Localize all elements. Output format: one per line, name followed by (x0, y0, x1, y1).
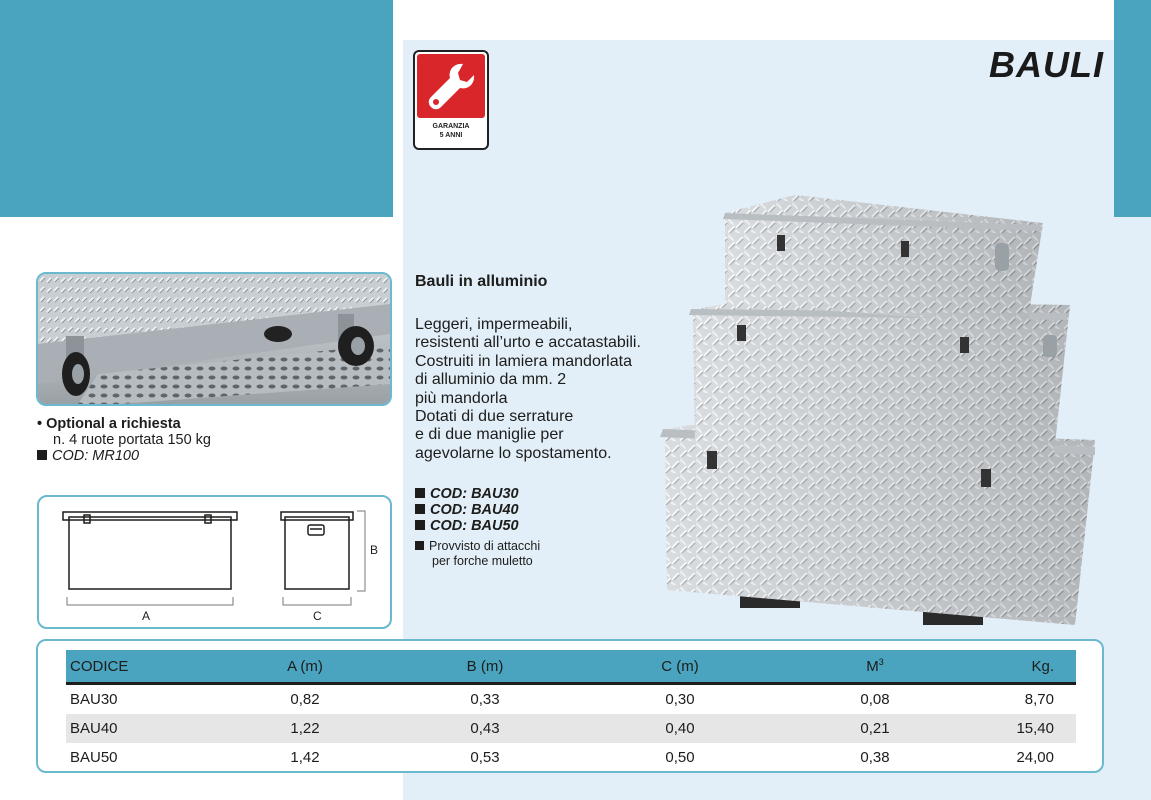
description-line: Dotati di due serrature (415, 408, 574, 426)
optional-detail: n. 4 ruote portata 150 kg (53, 432, 211, 448)
column-header-sup: 3 (878, 657, 884, 667)
section-heading: Bauli in alluminio (415, 273, 548, 290)
column-header-volume: M (866, 658, 879, 675)
column-header: CODICE (66, 650, 220, 684)
table-cell: BAU40 (66, 714, 220, 743)
badge-background (417, 54, 485, 118)
optional-heading: • Optional a richiesta (37, 416, 181, 432)
product-photo (655, 185, 1110, 630)
table-cell: 15,40 (970, 714, 1076, 743)
spec-table-frame (36, 639, 1104, 773)
table-row (66, 743, 1076, 772)
wrench-icon (417, 54, 485, 118)
description-line: Leggeri, impermeabili, (415, 316, 573, 333)
wheels-photo (36, 272, 392, 406)
table-cell: 0,82 (290, 691, 320, 708)
column-header: C (m) (580, 650, 780, 684)
description-line: Costruiti in lamiera mandorlata (415, 352, 632, 370)
table-cell: 0,21 (780, 714, 970, 743)
table-cell: 0,53 (470, 749, 500, 766)
table-cell: 1,22 (220, 714, 390, 743)
dimension-label-a: A (142, 609, 151, 623)
table-cell: 0,43 (390, 714, 580, 743)
table-row (66, 684, 1076, 715)
teal-header-block (0, 0, 393, 217)
dimension-label-b: B (370, 543, 379, 557)
table-cell: 0,38 (860, 749, 890, 766)
description-line: di alluminio da mm. 2 (415, 371, 567, 389)
description-line: e di due maniglie per (415, 426, 564, 444)
spec-table (66, 650, 1076, 772)
badge-line-1: GARANZIA (432, 123, 470, 130)
optional-code: COD: MR100 (52, 448, 140, 464)
column-header: Kg. (970, 650, 1076, 684)
note-line-1: Provvisto di attacchi (429, 539, 541, 553)
trunk-bau40 (689, 300, 1070, 463)
table-cell: BAU50 (70, 749, 118, 766)
dimension-diagram (37, 495, 392, 629)
product-code: COD: BAU40 (430, 502, 519, 518)
table-cell: 0,33 (470, 691, 500, 708)
bullet-square-icon (415, 488, 425, 498)
dimension-label-c: C (313, 609, 322, 623)
warranty-badge (413, 50, 489, 150)
badge-text (415, 122, 487, 140)
column-header (780, 650, 970, 684)
table-cell: 0,08 (860, 691, 890, 708)
table-cell: BAU30 (70, 691, 118, 708)
forklift-note (415, 539, 615, 569)
column-header: B (m) (390, 650, 580, 684)
description-line: più mandorla (415, 389, 508, 407)
product-code: COD: BAU30 (430, 486, 519, 502)
page-title: BAULI (989, 44, 1104, 85)
table-cell: 0,50 (665, 749, 695, 766)
table-cell: 1,42 (290, 749, 320, 766)
teal-side-block (1114, 0, 1151, 217)
side-strip (1114, 217, 1151, 800)
description-line: agevolarne lo spostamento. (415, 444, 612, 462)
description-line: resistenti all’urto e accatastabili. (415, 334, 641, 352)
optional-accessory (37, 416, 377, 464)
table-header-row (66, 650, 1076, 684)
table-cell: 0,30 (665, 691, 695, 708)
bullet-square-icon (415, 541, 424, 550)
table-cell: 8,70 (1024, 691, 1054, 708)
column-header: A (m) (220, 650, 390, 684)
trunk-bau30 (723, 195, 1043, 325)
table-cell: 24,00 (1016, 749, 1054, 766)
table-row (66, 714, 1076, 743)
product-codes (415, 486, 675, 534)
table-cell: 0,40 (580, 714, 780, 743)
badge-line-2: 5 ANNI (439, 132, 463, 139)
bullet-square-icon (37, 450, 47, 460)
note-line-2: per forche muletto (432, 554, 533, 568)
bullet-square-icon (415, 504, 425, 514)
bullet-square-icon (415, 520, 425, 530)
product-code: COD: BAU50 (430, 518, 519, 534)
